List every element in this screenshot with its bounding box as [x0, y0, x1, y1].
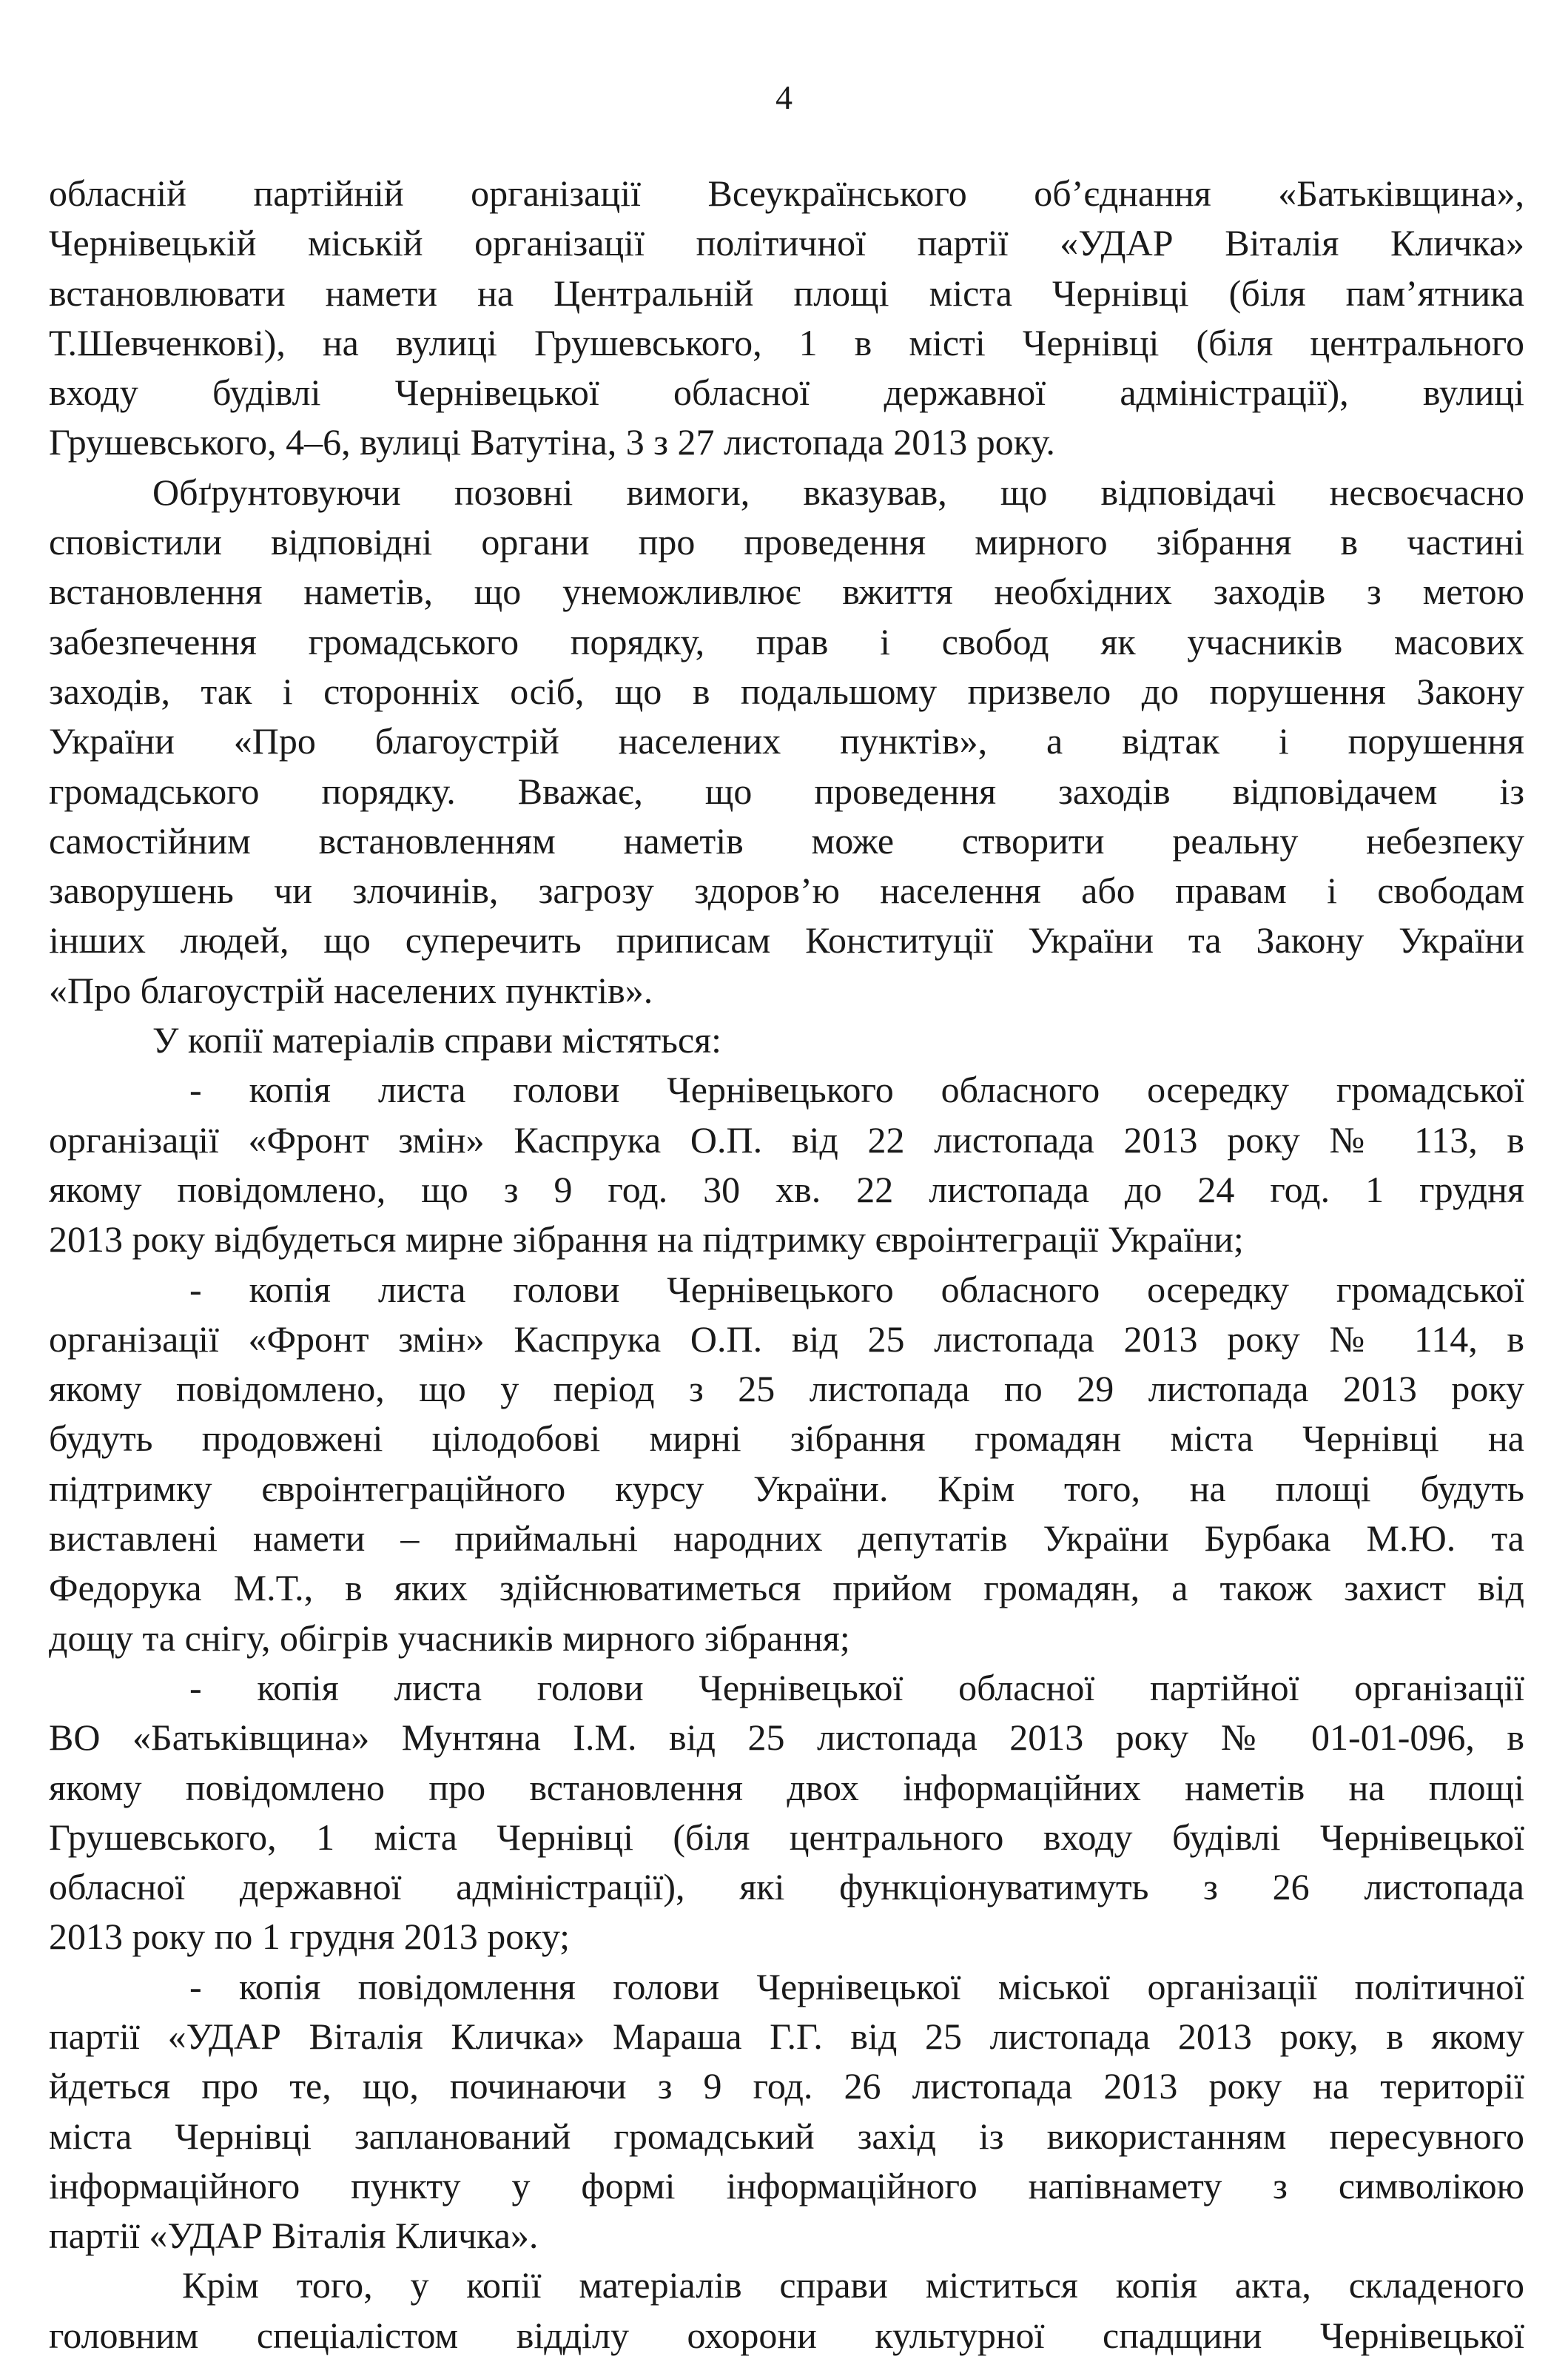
- text-line: обласної державної адміністрації), які функціонуватимуть з 26 листопада: [49, 1866, 1524, 1908]
- document-body: [49, 169, 1524, 2360]
- text-line: ВО «Батьківщина» Мунтяна І.М. від 25 листопада 2013 року № 01-01-096, в: [49, 1716, 1524, 1759]
- text-line: - копія листа голови Чернівецького обласного осередку громадської: [189, 1069, 1524, 1111]
- paragraph: [49, 2261, 1524, 2360]
- paragraph: [49, 468, 1524, 1016]
- paragraph: [49, 1663, 1524, 1962]
- text-line: партії «УДАР Віталія Кличка» Мараша Г.Г. від 25 листопада 2013 року, в якому: [49, 2015, 1524, 2057]
- text-line: інформаційного пункту у формі інформаційного напівнамету з символікою: [49, 2164, 1524, 2206]
- paragraph: [49, 1065, 1524, 1264]
- text-line: Грушевського, 4–6, вулиці Ватутіна, 3 з 27 листопада 2013 року.: [49, 421, 1055, 463]
- text-line: Крім того, у копії матеріалів справи міститься копія акта, складеного: [182, 2264, 1524, 2306]
- text-line: встановлення наметів, що унеможливлює вжиття необхідних заходів з метою: [49, 571, 1524, 613]
- text-line: Грушевського, 1 міста Чернівці (біля центрального входу будівлі Чернівецької: [49, 1816, 1524, 1858]
- text-line: дощу та снігу, обігрів учасників мирного зібрання;: [49, 1617, 850, 1659]
- text-line: Федорука М.Т., в яких здійснюватиметься прийом громадян, а також захист від: [49, 1567, 1524, 1609]
- text-line: - копія листа голови Чернівецького обласного осередку громадської: [189, 1268, 1524, 1310]
- text-line: партії «УДАР Віталія Кличка».: [49, 2215, 539, 2257]
- text-line: заворушень чи злочинів, загрозу здоров’ю населення або правам і свободам: [49, 870, 1524, 912]
- text-line: 2013 року по 1 грудня 2013 року;: [49, 1916, 571, 1958]
- page-number: 4: [775, 78, 793, 116]
- text-line: України «Про благоустрій населених пунктів», а відтак і порушення: [49, 720, 1524, 762]
- text-line: - копія повідомлення голови Чернівецької міської організації політичної: [189, 1965, 1524, 2007]
- text-line: головним спеціалістом відділу охорони культурної спадщини Чернівецької: [49, 2314, 1524, 2356]
- text-line: Т.Шевченкові), на вулиці Грушевського, 1 в місті Чернівці (біля центрального: [49, 321, 1524, 363]
- text-line: - копія листа голови Чернівецької обласної партійної організації: [189, 1666, 1524, 1708]
- paragraph: [49, 1016, 1524, 1065]
- text-line: самостійним встановленням наметів може створити реальну небезпеку: [49, 819, 1524, 862]
- text-line: виставлені намети – приймальні народних депутатів України Бурбака М.Ю. та: [49, 1517, 1524, 1560]
- text-line: заходів, так і сторонніх осіб, що в подальшому призвело до порушення Закону: [49, 670, 1524, 712]
- text-line: встановлювати намети на Центральній площі міста Чернівці (біля пам’ятника: [49, 272, 1524, 314]
- text-line: обласній партійній організації Всеукраїнського об’єднання «Батьківщина»,: [49, 172, 1524, 214]
- paragraph: [49, 169, 1524, 468]
- text-line: У копії матеріалів справи містяться:: [152, 1019, 722, 1061]
- text-line: йдеться про те, що, починаючи з 9 год. 26 листопада 2013 року на території: [49, 2065, 1524, 2107]
- text-line: підтримку євроінтеграційного курсу України. Крім того, на площі будуть: [49, 1467, 1524, 1509]
- text-line: будуть продовжені цілодобові мирні зібрання громадян міста Чернівці на: [49, 1417, 1524, 1460]
- text-line: якому повідомлено, що у період з 25 листопада по 29 листопада 2013 року: [49, 1368, 1524, 1410]
- paragraph: [49, 1265, 1524, 1663]
- text-line: громадського порядку. Вважає, що проведення заходів відповідачем із: [49, 770, 1524, 812]
- text-line: інших людей, що суперечить приписам Конституції України та Закону України: [49, 919, 1524, 962]
- text-line: організації «Фронт змін» Каспрука О.П. від 25 листопада 2013 року № 114, в: [49, 1318, 1524, 1360]
- text-line: якому повідомлено, що з 9 год. 30 хв. 22 листопада до 24 год. 1 грудня: [49, 1168, 1524, 1210]
- text-line: входу будівлі Чернівецької обласної державної адміністрації), вулиці: [49, 372, 1524, 414]
- text-line: міста Чернівці запланований громадський захід із використанням пересувного: [49, 2115, 1524, 2157]
- paragraph: [49, 1962, 1524, 2261]
- text-line: забезпечення громадського порядку, прав і свобод як учасників масових: [49, 620, 1524, 662]
- text-line: сповістили відповідні органи про проведення мирного зібрання в частині: [49, 521, 1524, 563]
- text-line: Чернівецькій міській організації політичної партії «УДАР Віталія Кличка»: [49, 222, 1524, 264]
- text-line: якому повідомлено про встановлення двох інформаційних наметів на площі: [49, 1766, 1524, 1808]
- text-line: організації «Фронт змін» Каспрука О.П. від 22 листопада 2013 року № 113, в: [49, 1118, 1524, 1161]
- text-line: Обґрунтовуючи позовні вимоги, вказував, що відповідачі несвоєчасно: [152, 471, 1524, 513]
- text-line: 2013 року відбудеться мирне зібрання на підтримку євроінтеграції України;: [49, 1218, 1244, 1261]
- text-line: «Про благоустрій населених пунктів».: [49, 969, 653, 1011]
